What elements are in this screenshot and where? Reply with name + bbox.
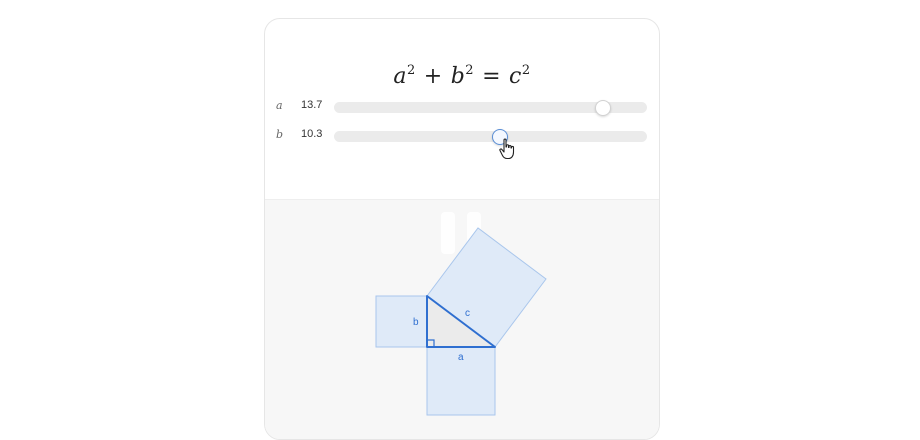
- formula-b-exponent: 2: [465, 63, 475, 78]
- slider-a-value: 13.7: [301, 99, 323, 111]
- label-a: a: [458, 352, 464, 363]
- square-b: [376, 296, 427, 347]
- slider-a-variable: a: [276, 99, 283, 112]
- pythagoras-card: [264, 18, 660, 440]
- slider-b-track[interactable]: [334, 131, 647, 142]
- hand-pointer-icon: [498, 138, 518, 160]
- label-c: c: [465, 308, 470, 319]
- slider-a-thumb[interactable]: [595, 100, 611, 116]
- label-b: b: [413, 317, 419, 328]
- equation-heading: [265, 63, 659, 89]
- formula-equals: =: [482, 64, 502, 89]
- slider-b-value: 10.3: [301, 128, 323, 140]
- triangle-visualization: [265, 199, 659, 440]
- slider-row-a: [265, 97, 659, 117]
- formula-a-exponent: 2: [406, 63, 416, 78]
- formula-c-exponent: 2: [521, 63, 531, 78]
- slider-a-track[interactable]: [334, 102, 647, 113]
- formula-plus: +: [423, 64, 443, 89]
- formula-a: a: [393, 64, 407, 89]
- formula-c: c: [509, 64, 522, 89]
- formula-b: b: [450, 64, 466, 89]
- slider-row-b: [265, 126, 659, 146]
- slider-b-variable: b: [276, 128, 284, 141]
- pythagoras-diagram: [265, 200, 659, 440]
